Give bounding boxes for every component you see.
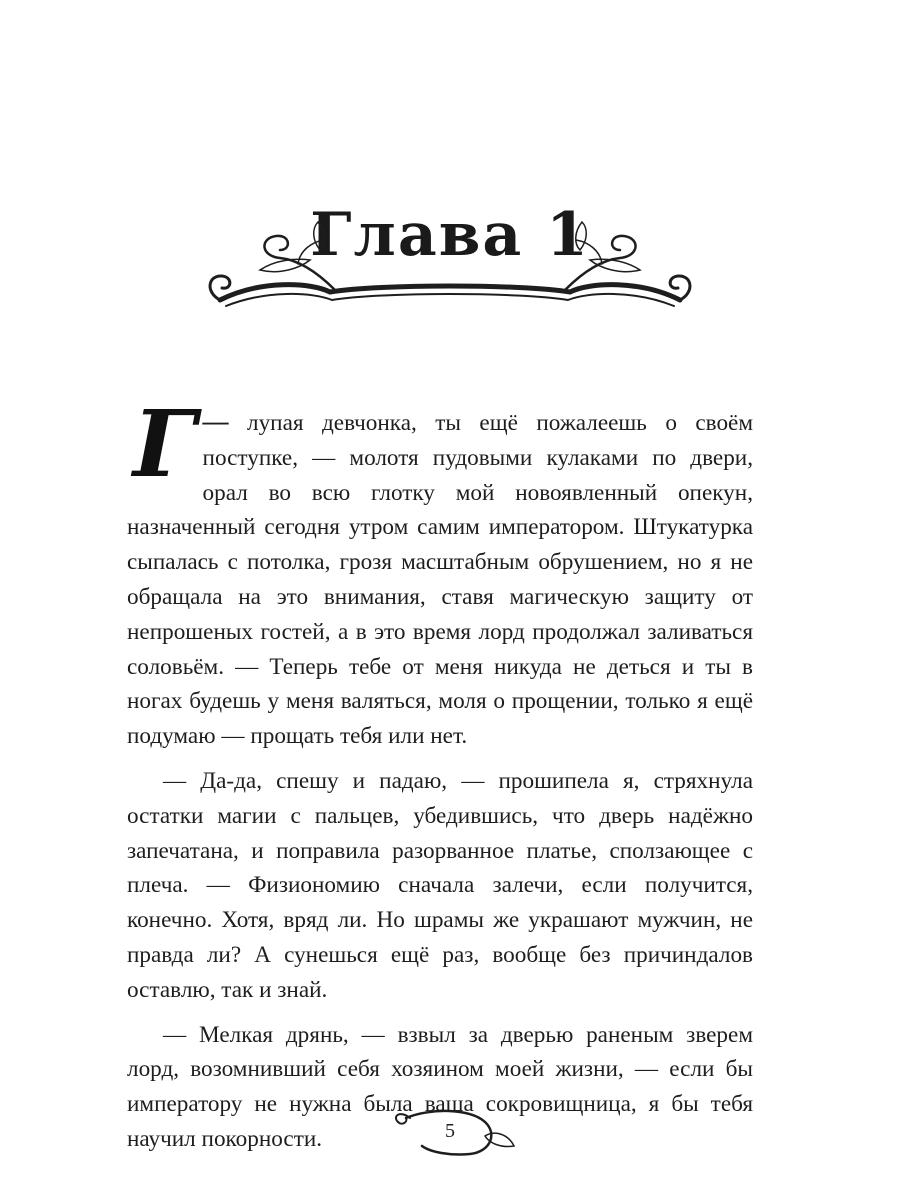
- chapter-header: [0, 190, 900, 320]
- chapter-title: Глава 1: [310, 200, 590, 270]
- paragraph: — Да-да, спешу и падаю, — прошипела я, стряхнула остатки магии с пальцев, убедившись, что дверь надёжно запечатана, и поправила разорванное платье, сползающее с плеча. — Физиономию сначала залечи, если получится, конечно. Хотя, вряд ли. Но шрамы же украшают мужчин, не правда ли? А сунешься ещё раз, вообще без причиндалов оставлю, так и знай.: [127, 767, 753, 1003]
- paragraph-text: лупая девчонка, ты ещё пожалеешь о своём поступке, — молотя пудовыми кулаками по двери, орал во всю глотку мой новоявленный опекун, назначенный сегодня утром самим императором. Штукатурка сыпалась с потолка, грозя масштабным обрушением, но я не обращала на это внимания, ставя магическую защиту от непрошеных гостей, а в это время лорд продолжал заливаться соловьём. — Теперь тебе от меня никуда не деться и ты в ногах будешь у меня валяться, моля о прощении, только я ещё подумаю — прощать тебя или нет.: [127, 410, 754, 750]
- chapter-text: [127, 390, 754, 1157]
- page-number: 5: [445, 1120, 455, 1142]
- lead-dash: —: [202, 407, 229, 436]
- page-number-ornament: [390, 1100, 520, 1160]
- drop-cap: Г: [133, 390, 197, 498]
- paragraph: [127, 390, 754, 754]
- flourish-ornament-icon: [200, 220, 700, 310]
- paragraph: — Мелкая дрянь, — взвыл за дверью раненым зверем лорд, возомнивший себя хозяином моей жизни, — если бы императору не нужна была ваша сокровищница, я бы тебя научил покорности.: [127, 1021, 753, 1152]
